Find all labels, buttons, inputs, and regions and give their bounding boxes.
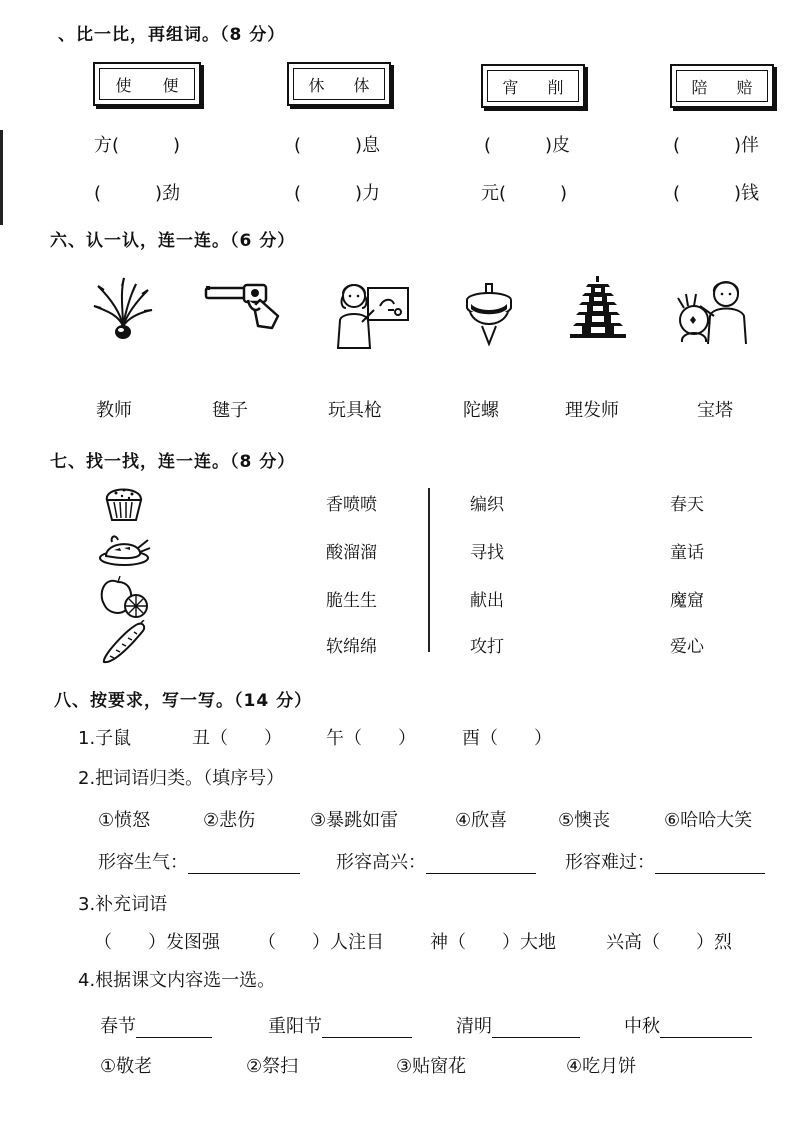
char-box-1-a: 使 — [115, 75, 132, 95]
s8-q1-item-2: 午（ ） — [326, 728, 416, 749]
s8-q2-option-2: ②悲伤 — [203, 810, 256, 831]
s7-col1-4: 软绵绵 — [326, 637, 377, 657]
s8-q4-blank-label-1: 春节 — [100, 1016, 136, 1037]
shuttlecock-picture — [90, 276, 156, 348]
s7-col1-2: 酸溜溜 — [326, 543, 377, 563]
s8-q2-blank-label-2: 形容高兴： — [336, 852, 426, 873]
pagoda-picture — [570, 276, 626, 338]
s8-q2-answer-line-2[interactable] — [426, 855, 536, 874]
s7-col3-1: 春天 — [670, 495, 704, 515]
s8-q4-answer-line-1[interactable] — [136, 1019, 212, 1038]
char-box-4-a: 陪 — [691, 77, 708, 97]
s7-col1-1: 香喷喷 — [326, 495, 377, 515]
s6-word-3: 玩具枪 — [328, 400, 382, 421]
s8-q2-option-1: ①愤怒 — [98, 810, 151, 831]
section6-title: 六、认一认，连一连。（6 分） — [50, 231, 296, 251]
char-box-3-b: 削 — [547, 77, 564, 97]
s5-blank-1-3: ( )皮 — [484, 135, 571, 156]
s5-blank-2-4: ( )钱 — [673, 183, 760, 204]
s5-blank-1-2: ( )息 — [294, 135, 381, 156]
char-box-1-b: 便 — [162, 75, 179, 95]
s8-q2-blank-label-1: 形容生气： — [98, 852, 188, 873]
s8-q1-item-1: 丑（ ） — [192, 728, 282, 749]
s8-q2-answer-line-1[interactable] — [188, 855, 300, 874]
roast-chicken-picture — [98, 530, 152, 570]
s7-divider-line — [428, 488, 430, 652]
s8-q2-label: 2.把词语归类。（填序号） — [78, 768, 285, 789]
s6-word-6: 宝塔 — [697, 400, 733, 421]
s8-q3-item-1: （ ）发图强 — [94, 932, 220, 953]
s7-col2-3: 献出 — [470, 591, 504, 611]
s8-q4-blank-label-4: 中秋 — [624, 1016, 660, 1037]
s7-col2-1: 编织 — [470, 495, 504, 515]
s5-blank-1-1: 方( ) — [94, 135, 181, 156]
cake-picture — [102, 482, 146, 522]
scan-edge-mark — [0, 130, 3, 225]
s8-q2-option-5: ⑤懊丧 — [558, 810, 611, 831]
s8-q1-label: 1.子鼠 — [78, 728, 132, 749]
s8-q2-option-6: ⑥哈哈大笑 — [664, 810, 753, 831]
char-box-2-a: 休 — [308, 75, 325, 95]
s8-q4-blank-label-3: 清明 — [456, 1016, 492, 1037]
s7-col3-3: 魔窟 — [670, 591, 704, 611]
s7-col1-3: 脆生生 — [326, 591, 377, 611]
cucumber-picture — [100, 620, 148, 668]
s6-word-4: 陀螺 — [463, 400, 499, 421]
fruit-picture — [98, 576, 150, 620]
toy-gun-picture — [204, 282, 284, 330]
s8-q2-option-3: ③暴跳如雷 — [310, 810, 399, 831]
s8-q4-answer-line-4[interactable] — [660, 1019, 752, 1038]
s6-word-2: 毽子 — [212, 400, 248, 421]
s6-word-1: 教师 — [96, 400, 132, 421]
s7-col2-4: 攻打 — [470, 637, 504, 657]
char-box-1 — [93, 62, 201, 106]
s8-q4-option-3: ③贴窗花 — [396, 1056, 467, 1077]
s8-q4-blank-label-2: 重阳节 — [268, 1016, 322, 1037]
s5-blank-2-1: ( )劲 — [94, 183, 181, 204]
barber-picture — [674, 276, 750, 346]
s8-q1-item-3: 酉（ ） — [462, 728, 552, 749]
s5-blank-2-2: ( )力 — [294, 183, 381, 204]
s8-q4-option-2: ②祭扫 — [246, 1056, 299, 1077]
s8-q4-answer-line-2[interactable] — [322, 1019, 412, 1038]
s8-q3-item-4: 兴高（ ）烈 — [606, 932, 732, 953]
s5-blank-2-3: 元( ) — [481, 183, 568, 204]
spinning-top-picture — [462, 282, 516, 346]
char-box-2 — [287, 62, 391, 106]
s7-col3-4: 爱心 — [670, 637, 704, 657]
s8-q4-option-1: ①敬老 — [100, 1056, 153, 1077]
s8-q4-label: 4.根据课文内容选一选。 — [78, 970, 276, 991]
section5-title: 、比一比，再组词。（8 分） — [58, 25, 286, 45]
s7-col3-2: 童话 — [670, 543, 704, 563]
char-box-4-b: 赔 — [736, 77, 753, 97]
s8-q4-answer-line-3[interactable] — [492, 1019, 580, 1038]
teacher-picture — [334, 280, 410, 350]
s7-col2-2: 寻找 — [470, 543, 504, 563]
s8-q3-item-2: （ ）人注目 — [258, 932, 384, 953]
char-box-2-b: 体 — [353, 75, 370, 95]
s8-q3-label: 3.补充词语 — [78, 894, 168, 915]
s8-q3-item-3: 神（ ）大地 — [430, 932, 556, 953]
char-box-3-a: 宵 — [502, 77, 519, 97]
s8-q4-option-4: ④吃月饼 — [566, 1056, 637, 1077]
s8-q2-answer-line-3[interactable] — [655, 855, 765, 874]
char-box-4 — [670, 64, 774, 108]
s6-word-5: 理发师 — [565, 400, 619, 421]
char-box-3 — [481, 64, 585, 108]
s8-q2-option-4: ④欣喜 — [455, 810, 508, 831]
section7-title: 七、找一找，连一连。（8 分） — [50, 452, 296, 472]
section8-title: 八、按要求，写一写。（14 分） — [54, 691, 313, 711]
s8-q2-blank-label-3: 形容难过： — [565, 852, 655, 873]
s5-blank-1-4: ( )伴 — [673, 135, 760, 156]
